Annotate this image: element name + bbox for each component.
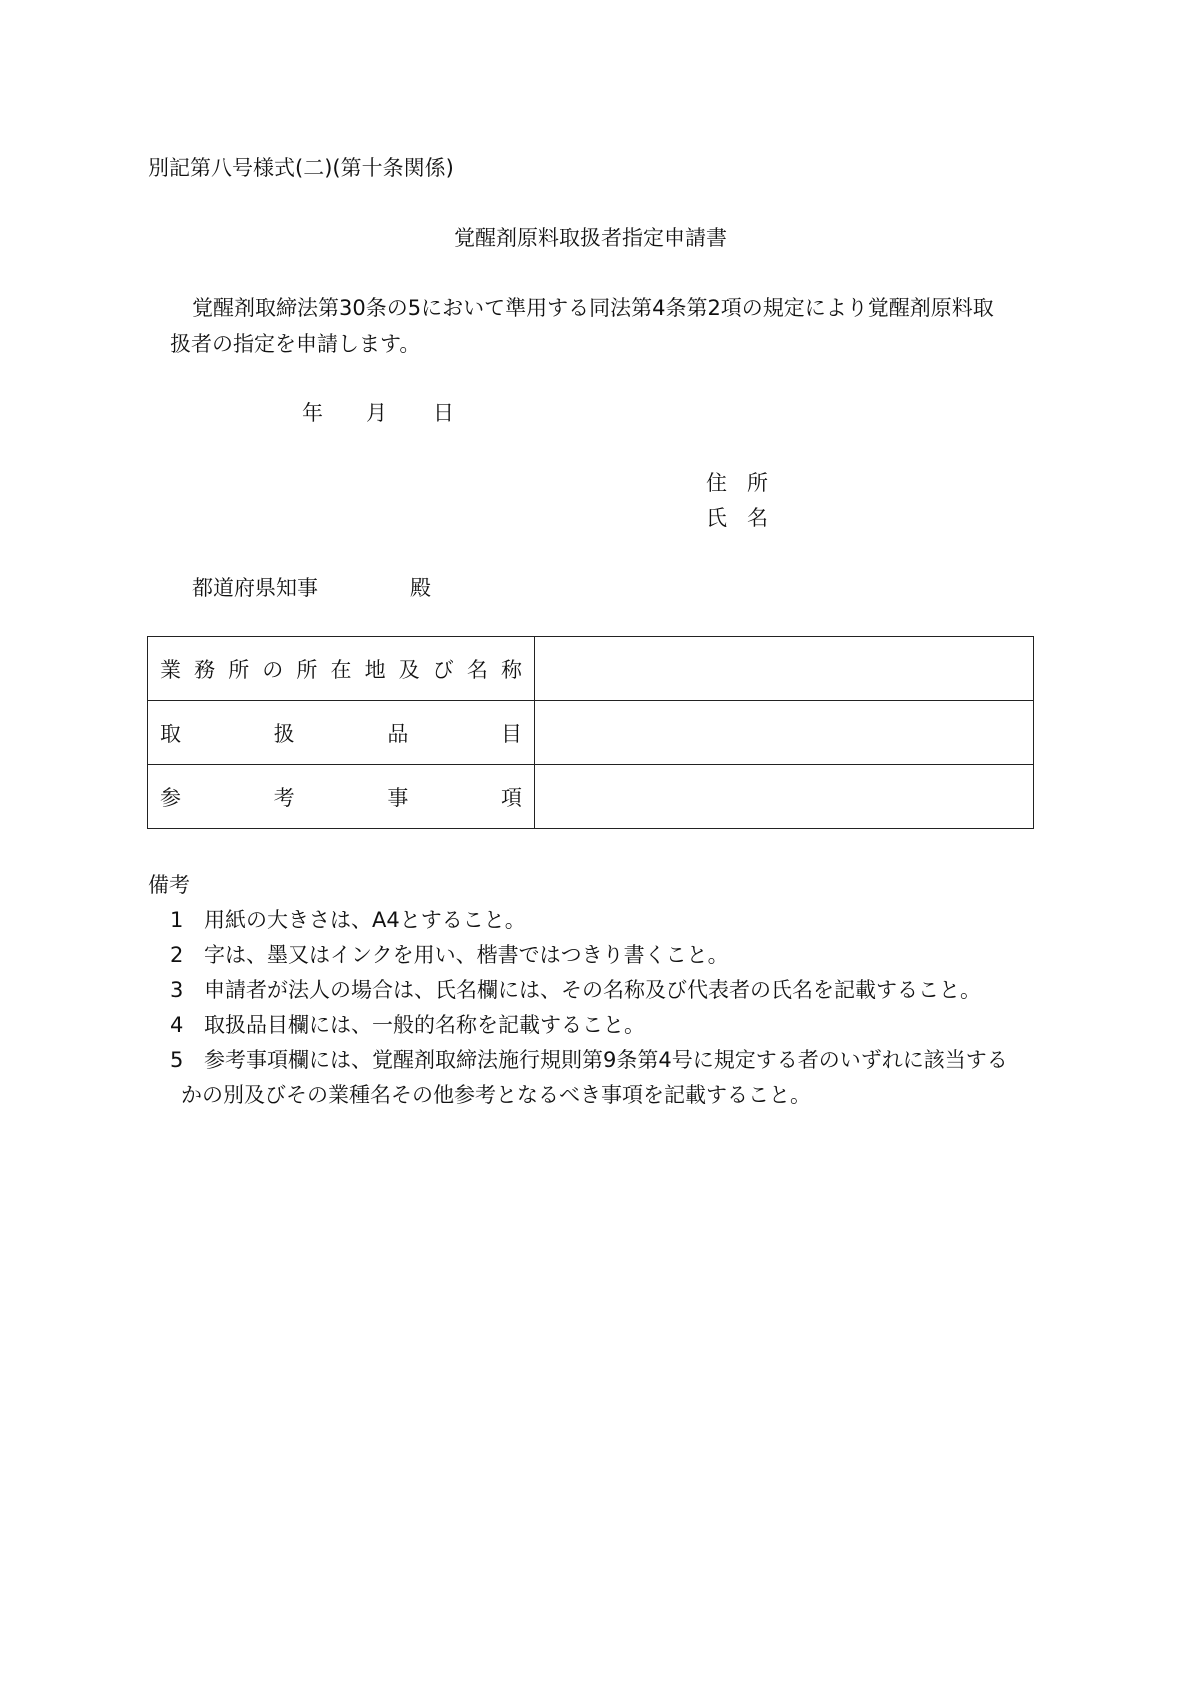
remark-number: 4	[170, 1013, 184, 1037]
table-row	[148, 637, 1034, 701]
label-char: 称	[500, 657, 522, 682]
application-statement-line-2: 扱者の指定を申請します。	[170, 332, 421, 356]
remark-text: 取扱品目欄には、一般的名称を記載すること。	[204, 1013, 645, 1037]
applicant-name-label: 氏名	[706, 506, 788, 530]
table-row	[148, 701, 1034, 765]
reference-matters-field[interactable]	[535, 765, 1034, 829]
label-char: 目	[500, 721, 522, 746]
remark-number: 3	[170, 978, 184, 1002]
date-day-label: 日	[433, 401, 454, 425]
label-char: 項	[500, 785, 522, 810]
label-char: 在	[330, 657, 352, 682]
label-char: 名	[466, 657, 488, 682]
remark-item	[170, 939, 729, 969]
label-char: び	[432, 657, 454, 682]
label-char: 務	[194, 657, 216, 682]
label-char: 品	[387, 721, 409, 746]
date-year-label: 年	[302, 401, 323, 425]
label-char: 扱	[273, 721, 295, 746]
remark-text: 字は、墨又はインクを用い、楷書ではつきり書くこと。	[204, 943, 729, 967]
remark-text: 参考事項欄には、覚醒剤取締法施行規則第9条第4号に規定する者のいずれに該当する	[204, 1048, 1008, 1072]
handled-items-field[interactable]	[535, 701, 1034, 765]
office-location-name-label	[148, 637, 535, 701]
remark-text: 用紙の大きさは、A4とすること。	[204, 908, 526, 932]
remark-text: 申請者が法人の場合は、氏名欄には、その名称及び代表者の氏名を記載すること。	[204, 978, 981, 1002]
remark-number: 1	[170, 908, 184, 932]
office-location-name-field[interactable]	[535, 637, 1034, 701]
remarks-heading: 備考	[148, 873, 190, 897]
remark-number: 5	[170, 1048, 184, 1072]
application-statement-line-1: 覚醒剤取締法第30条の5において準用する同法第4条第2項の規定により覚醒剤原料取	[192, 296, 994, 320]
label-char: の	[262, 657, 284, 682]
label-char: 所	[228, 657, 250, 682]
document-title: 覚醒剤原料取扱者指定申請書	[454, 226, 727, 250]
remark-item	[170, 1009, 645, 1039]
remark-number: 2	[170, 943, 184, 967]
form-number: 別記第八号様式(二)(第十条関係)	[148, 156, 454, 180]
remark-item	[170, 974, 981, 1004]
reference-matters-label	[148, 765, 535, 829]
remark-item	[170, 904, 526, 934]
application-form-table	[147, 636, 1034, 829]
label-char: 業	[160, 657, 181, 682]
addressee-suffix: 殿	[410, 576, 431, 600]
addressee-label: 都道府県知事	[192, 576, 318, 600]
label-char: 取	[160, 721, 181, 746]
table-row	[148, 765, 1034, 829]
label-char: 所	[296, 657, 318, 682]
date-month-label: 月	[366, 401, 387, 425]
label-char: 及	[398, 657, 420, 682]
label-char: 考	[273, 785, 295, 810]
label-char: 参	[160, 785, 181, 810]
remark-item-continuation: かの別及びその業種名その他参考となるべき事項を記載すること。	[181, 1083, 811, 1107]
label-char: 事	[387, 785, 409, 810]
handled-items-label	[148, 701, 535, 765]
remark-item	[170, 1044, 1008, 1074]
applicant-address-label: 住所	[706, 471, 788, 495]
label-char: 地	[364, 657, 386, 682]
